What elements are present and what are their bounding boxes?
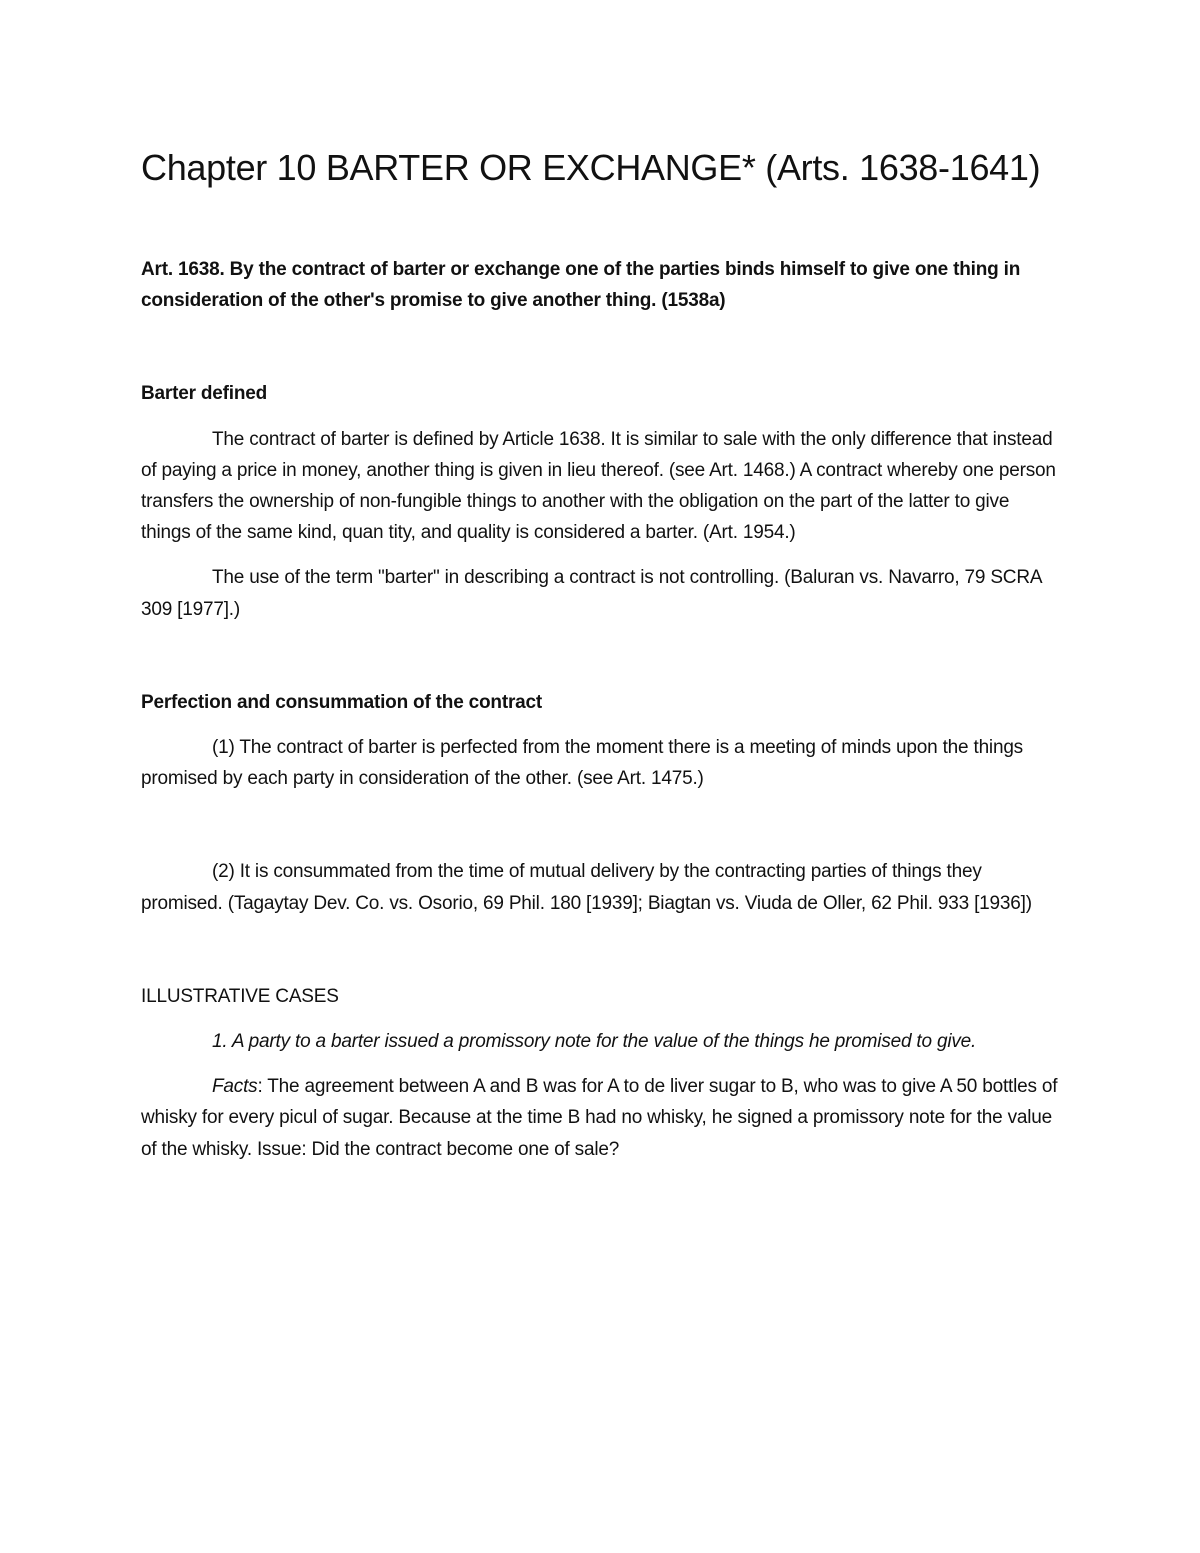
section-heading-perfection: Perfection and consummation of the contract: [141, 691, 543, 713]
paragraph-barter-term: The use of the term "barter" in describing a contract is not controlling. (Baluran vs. Navarro, 79 SCRA 309 [1977].): [141, 567, 1042, 620]
facts-label: Facts: [212, 1076, 258, 1098]
case-1-title: 1. A party to a barter issued a promissory note for the value of the things he promised to give.: [212, 1031, 977, 1053]
case-1-facts: [141, 1071, 1061, 1165]
document-content: [141, 140, 1061, 1165]
page-title: Chapter 10 BARTER OR EXCHANGE* (Arts. 1638-1641): [141, 147, 1041, 188]
paragraph-barter-definition: The contract of barter is defined by Article 1638. It is similar to sale with the only difference that instead of paying a price in money, another thing is given in lieu thereof. (see Art. 1468.) A contract whereby one person transfers the ownership of non-fungible things to another with the obligation on the part of the latter to give things of the same kind, quan tity, and quality is considered a barter. (Art. 1954.): [141, 428, 1056, 544]
article-text: Art. 1638. By the contract of barter or exchange one of the parties binds himself to give one thing in consideration of the other's promise to give another thing. (1538a): [141, 259, 1021, 312]
section-heading-illustrative-cases: ILLUSTRATIVE CASES: [141, 985, 339, 1007]
paragraph-perfection-item-1: (1) The contract of barter is perfected from the moment there is a meeting of minds upon the things promised by each party in consideration of the other. (see Art. 1475.): [141, 737, 1023, 790]
paragraph-perfection-item-2: (2) It is consummated from the time of mutual delivery by the contracting parties of things they promised. (Tagaytay Dev. Co. vs. Osorio, 69 Phil. 180 [1939]; Biagtan vs. Viuda de Oller, 62 Phil. 933 [1936]): [141, 861, 1032, 914]
facts-text: : The agreement between A and B was for A to de liver sugar to B, who was to give A 50 bottles of whisky for every picul of sugar. Because at the time B had no whisky, he signed a promissory note for the value of the whisky. Issue: Did the contract become one of sale?: [141, 1076, 1058, 1160]
section-heading-barter-defined: Barter defined: [141, 383, 268, 405]
